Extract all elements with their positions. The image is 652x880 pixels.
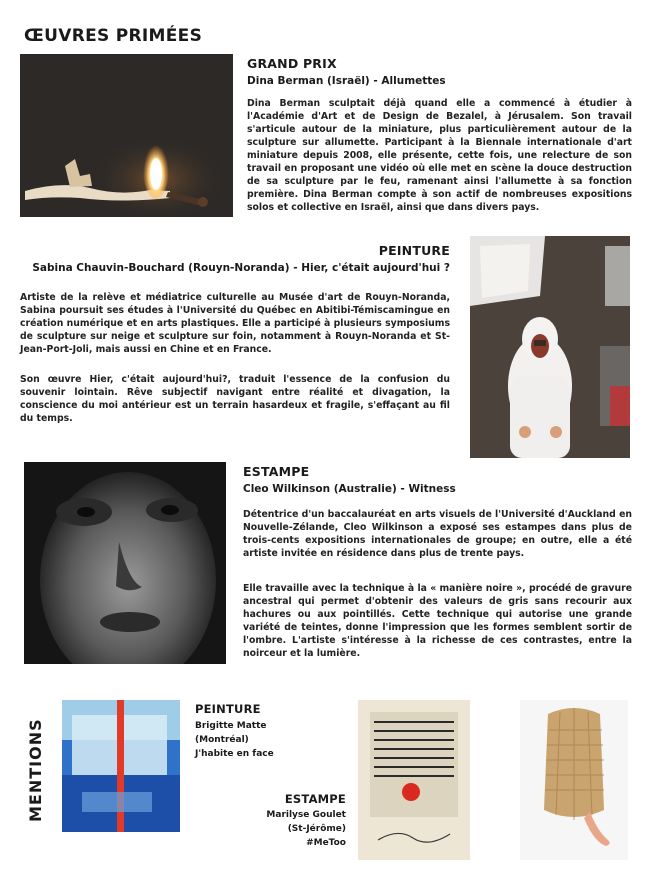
estampe-artist: Cleo Wilkinson (Australie) - Witness xyxy=(243,483,456,495)
mentions-label: MENTIONS xyxy=(26,718,45,822)
page-title: ŒUVRES PRIMÉES xyxy=(24,26,203,46)
mention-object-image xyxy=(520,700,628,860)
mention-estampe-heading: ESTAMPE xyxy=(284,792,346,806)
peinture-image xyxy=(470,236,630,458)
grand-prix-artist: Dina Berman (Israël) - Allumettes xyxy=(247,75,446,87)
mention-estampe-image xyxy=(358,700,470,860)
mention-peinture-heading: PEINTURE xyxy=(195,702,261,716)
grand-prix-image xyxy=(20,54,233,217)
grand-prix-heading: GRAND PRIX xyxy=(247,56,337,71)
mention-peinture-line-1: Brigitte Matte xyxy=(195,721,267,731)
estampe-image xyxy=(24,462,226,664)
mention-estampe-line-2: (St-Jérôme) xyxy=(287,824,346,834)
peinture-text-1: Artiste de la relève et médiatrice culturelle au Musée d'art de Rouyn-Noranda, Sabina poursuit ses études à l'Université du Québec en Abitibi-Témiscamingue en création numérique et en arts plastiques. Elle a participé à plusieurs symposiums de sculpture sur neige et sculpture sur foin, notamment à Rouyn-Noranda et St-Jean-Port-Joli, mais aussi en Chine et en France. xyxy=(20,292,450,355)
mention-peinture-artist xyxy=(195,719,274,761)
estampe-text-2: Elle travaille avec la technique à la « manière noire », procédé de gravure ancestral qui permet d'obtenir des valeurs de gris sans recourir aux hachures ou aux pointillés. Cette technique qui autorise une grande variété de teintes, donne l'impression que les formes semblent sortir de l'ombre. L'artiste s'intéresse à la richesse de ces contrastes, entre la noirceur et la lumière. xyxy=(243,583,632,659)
mention-peinture-image xyxy=(62,700,180,832)
estampe-text-1: Détentrice d'un baccalauréat en arts visuels de l'Université d'Auckland en Nouvelle-Zélande, Cleo Wilkinson a exposé ses estampes dans plus de trois-cents expositions internationales de groupe; en outre, elle a été artiste invitée en résidence dans plus de trente pays. xyxy=(243,509,632,559)
peinture-text-2: Son œuvre Hier, c'était aujourd'hui?, traduit l'essence de la confusion du souvenir lointain. Rêve subjectif navigant entre réalité et divagation, la conscience du moi antérieur est un terrain hasardeux et fragile, s'effaçant au fil du temps. xyxy=(20,374,450,424)
mention-peinture-line-3: J'habite en face xyxy=(195,749,274,759)
mention-estampe-line-3: #MeToo xyxy=(306,838,346,848)
grand-prix-text: Dina Berman sculptait déjà quand elle a commencé à étudier à l'Académie d'Art et de Design de Bezalel, à Jérusalem. Son travail s'articule autour de la miniature, plus particulièrement autour de la sculpture sur allumette. Participant à la Biennale internationale d'art miniature depuis 2008, elle présente, cette fois, une relecture de son travail en proposant une vidéo où elle met en scène la douce destruction de sa sculpture par le feu, ramenant ainsi l'allumette à sa fonction première. Dina Berman compte à son actif de nombreuses expositions solos et collective en Israël, ainsi que dans divers pays. xyxy=(247,98,632,213)
peinture-heading: PEINTURE xyxy=(378,243,450,258)
mention-estampe-artist xyxy=(266,808,346,850)
estampe-heading: ESTAMPE xyxy=(243,464,310,479)
mention-estampe-line-1: Marilyse Goulet xyxy=(266,810,346,820)
mention-peinture-line-2: (Montréal) xyxy=(195,735,249,745)
peinture-artist: Sabina Chauvin-Bouchard (Rouyn-Noranda) - Hier, c'était aujourd'hui ? xyxy=(32,262,450,274)
